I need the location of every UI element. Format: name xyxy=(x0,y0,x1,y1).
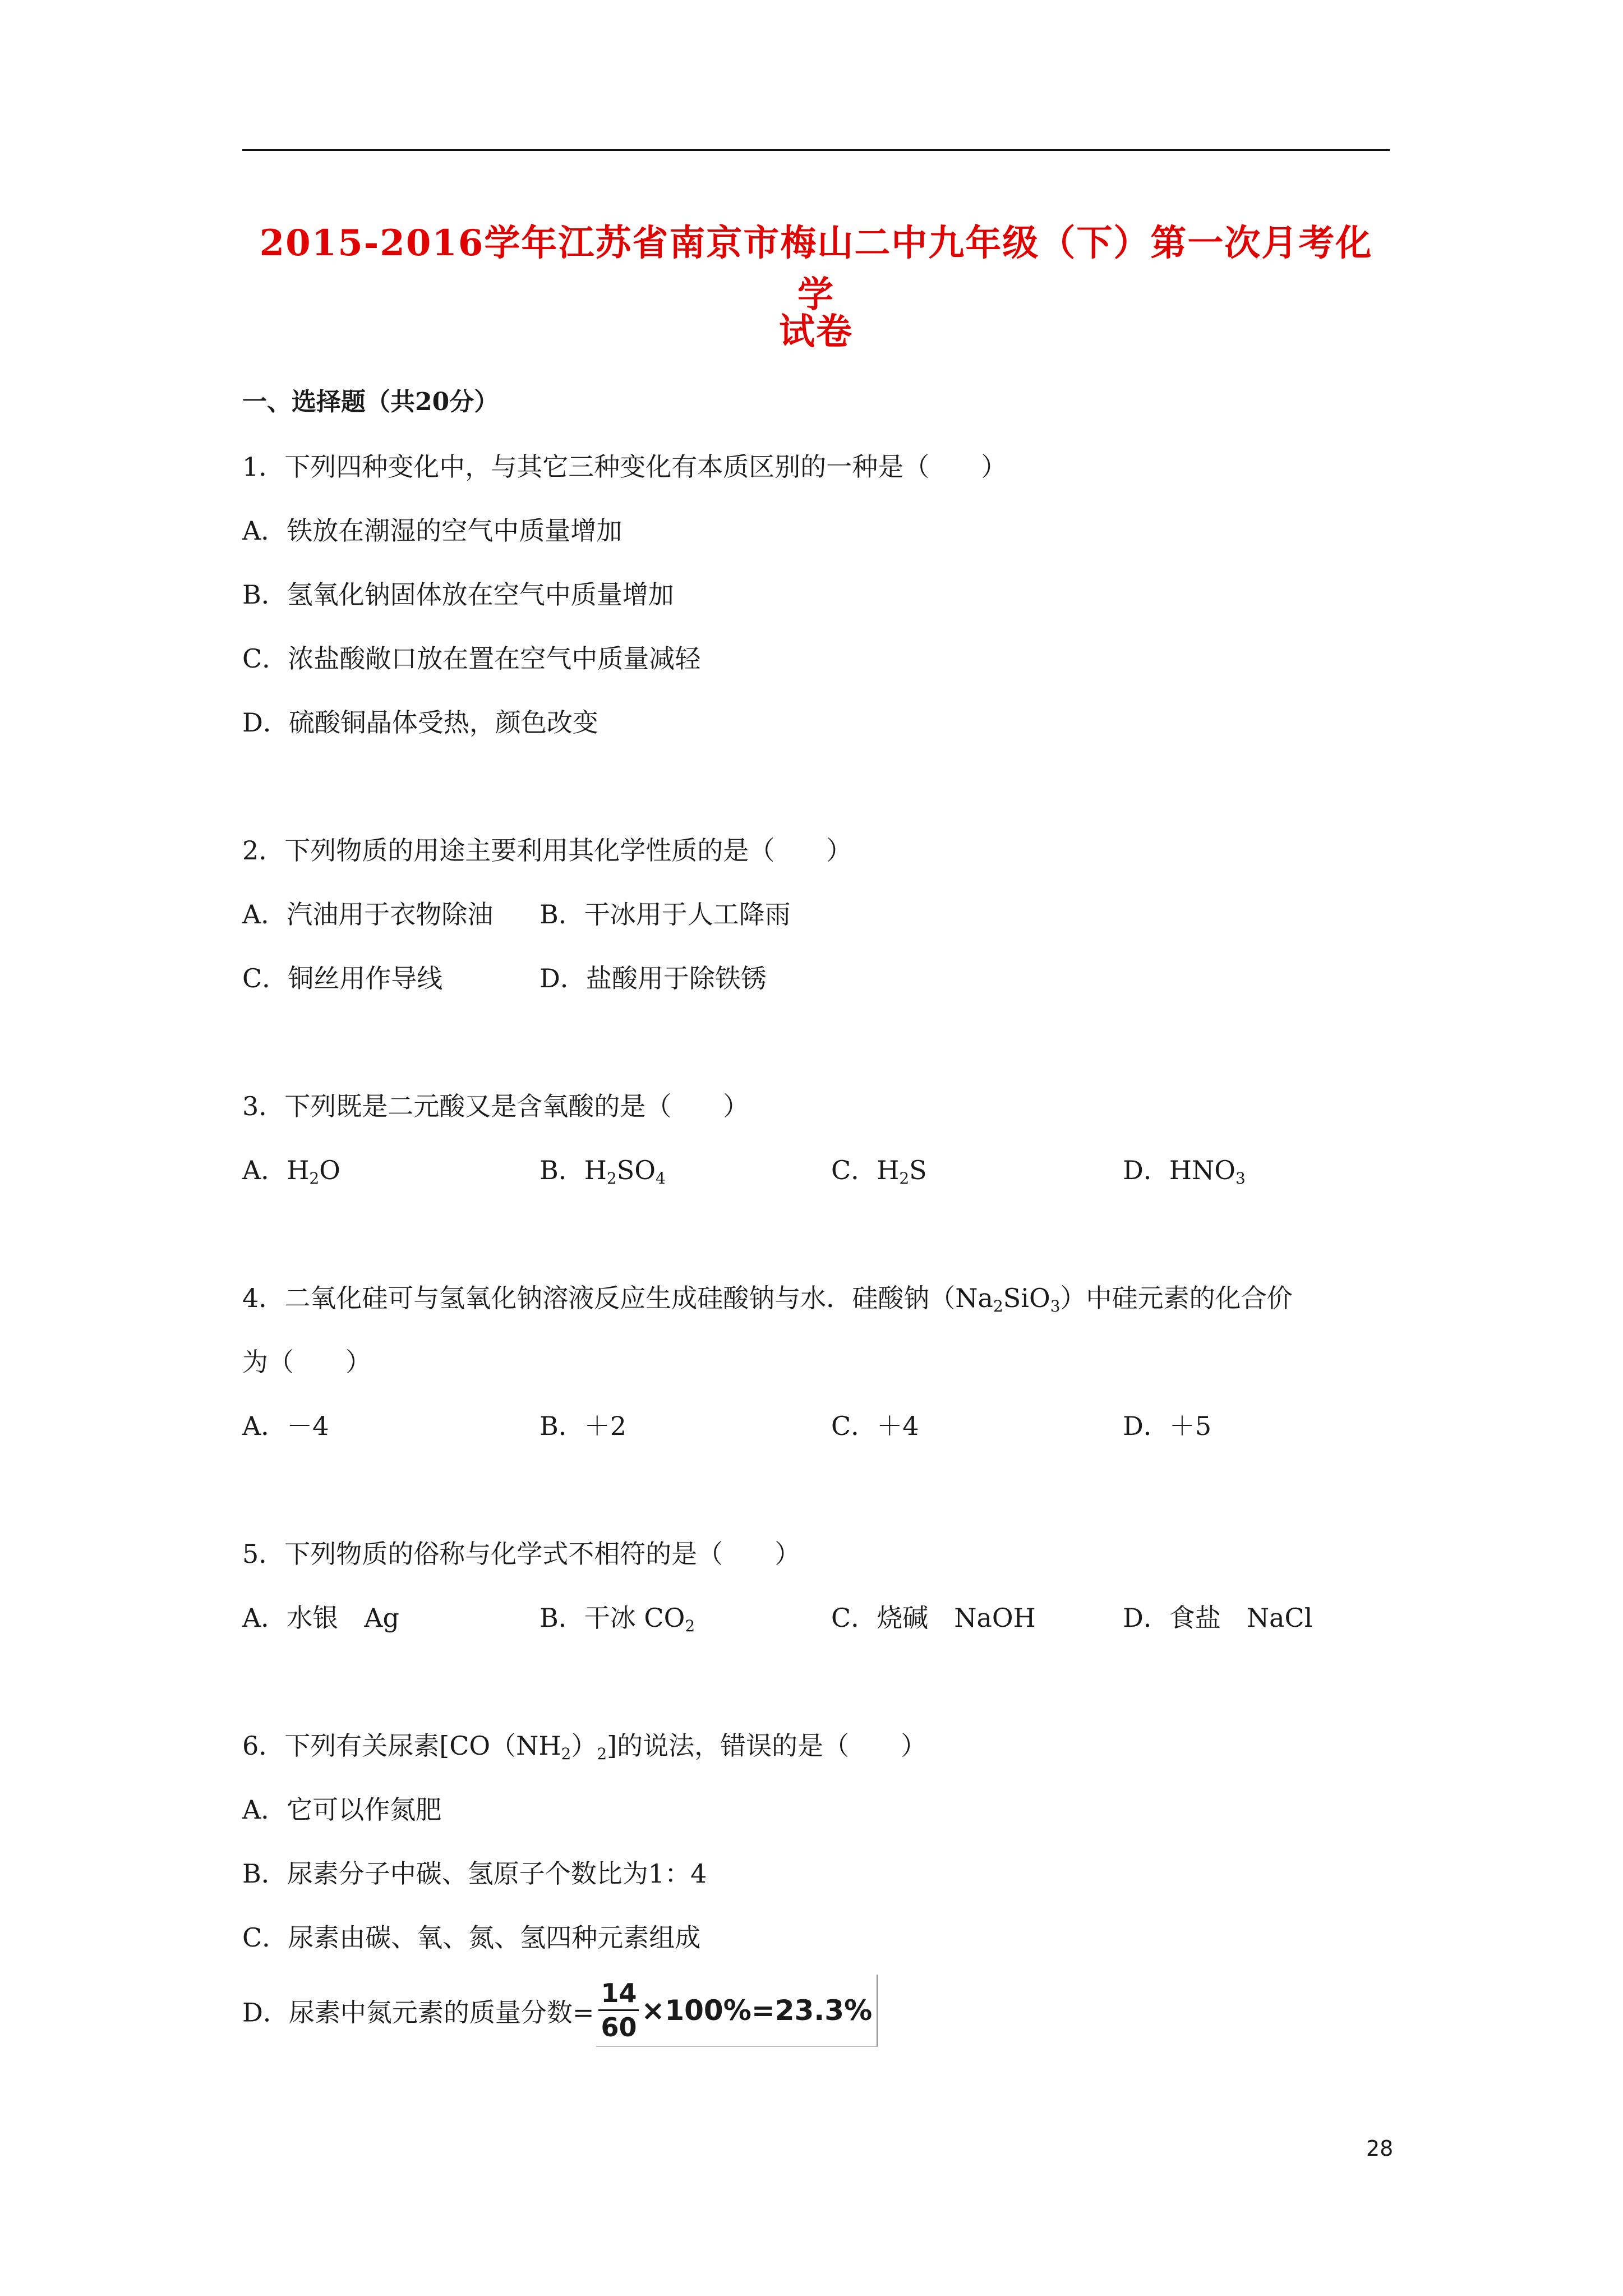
q3-option-a: A．$H_2O$ xyxy=(242,1155,340,1188)
q3-option-b: B．$H_2SO_4$ xyxy=(540,1155,666,1188)
q4-option-a: A．－4 xyxy=(242,1411,329,1441)
q3-option-c: C．$H_2S$ xyxy=(831,1155,927,1188)
header-rule xyxy=(242,149,1390,151)
q3-option-d: D．$HNO_3$ xyxy=(1123,1155,1246,1188)
q4-option-d: D．＋5 xyxy=(1123,1411,1212,1441)
formula-image: $\frac{14}{60}$ ×100%=23.3% xyxy=(596,1975,878,2047)
section-heading: 一、选择题（共20分） xyxy=(242,388,499,416)
q5-option-a: A．水银 Ag xyxy=(242,1603,399,1633)
page-number: 28 xyxy=(1366,2136,1394,2161)
q6-option-a: A．它可以作氮肥 xyxy=(242,1795,442,1825)
q2-option-b: B．干冰用于人工降雨 xyxy=(540,899,791,930)
doc-title-line2: 试卷 xyxy=(779,311,853,353)
fraction: $\frac{14}{60}$ xyxy=(598,1977,639,2044)
q4-stem-line2: 为（ ） xyxy=(242,1347,371,1377)
q1-option-a: A．铁放在潮湿的空气中质量增加 xyxy=(242,516,623,546)
q6-option-c: C．尿素由碳、氧、氮、氢四种元素组成 xyxy=(242,1922,701,1953)
q5-option-d: D．食盐 NaCl xyxy=(1123,1603,1313,1633)
q5-option-c: C．烧碱 NaOH xyxy=(831,1603,1036,1633)
q1-option-b: B．氢氧化钠固体放在空气中质量增加 xyxy=(242,579,674,610)
doc-title-line1: 2015-2016学年江苏省南京市梅山二中九年级（下）第一次月考化学 xyxy=(259,222,1373,316)
q4-option-b: B．＋2 xyxy=(540,1411,627,1441)
q5-option-b: B．干冰 $CO_2$ xyxy=(540,1603,695,1635)
q5-stem: 5．下列物质的俗称与化学式不相符的是（ ） xyxy=(242,1539,801,1569)
q2-option-d: D．盐酸用于除铁锈 xyxy=(540,963,767,993)
q2-option-c: C．铜丝用作导线 xyxy=(242,963,443,993)
q1-option-d: D．硫酸铜晶体受热，颜色改变 xyxy=(242,707,598,738)
q6-stem: 6．下列有关尿素$[CO(NH_2)_2]$的说法，错误的是（ ） xyxy=(242,1731,927,1763)
q4-option-c: C．＋4 xyxy=(831,1411,919,1441)
q1-option-c: C．浓盐酸敞口放在置在空气中质量减轻 xyxy=(242,643,701,674)
q6-option-d: D．尿素中氮元素的质量分数= $\frac{14}{60}$ ×100%=23.3% xyxy=(242,1975,878,2047)
q3-stem: 3．下列既是二元酸又是含氧酸的是（ ） xyxy=(242,1091,749,1121)
q2-option-a: A．汽油用于衣物除油 xyxy=(242,899,494,930)
q2-stem: 2．下列物质的用途主要利用其化学性质的是（ ） xyxy=(242,835,852,866)
q1-stem: 1．下列四种变化中，与其它三种变化有本质区别的一种是（ ） xyxy=(242,452,1007,482)
q4-stem: 4．二氧化硅可与氢氧化钠溶液反应生成硅酸钠与水．硅酸钠$(Na_2SiO_3)$中硅元素的化合价 xyxy=(242,1283,1293,1315)
q6-option-b: B．尿素分子中碳、氢原子个数比为1：4 xyxy=(242,1858,707,1889)
